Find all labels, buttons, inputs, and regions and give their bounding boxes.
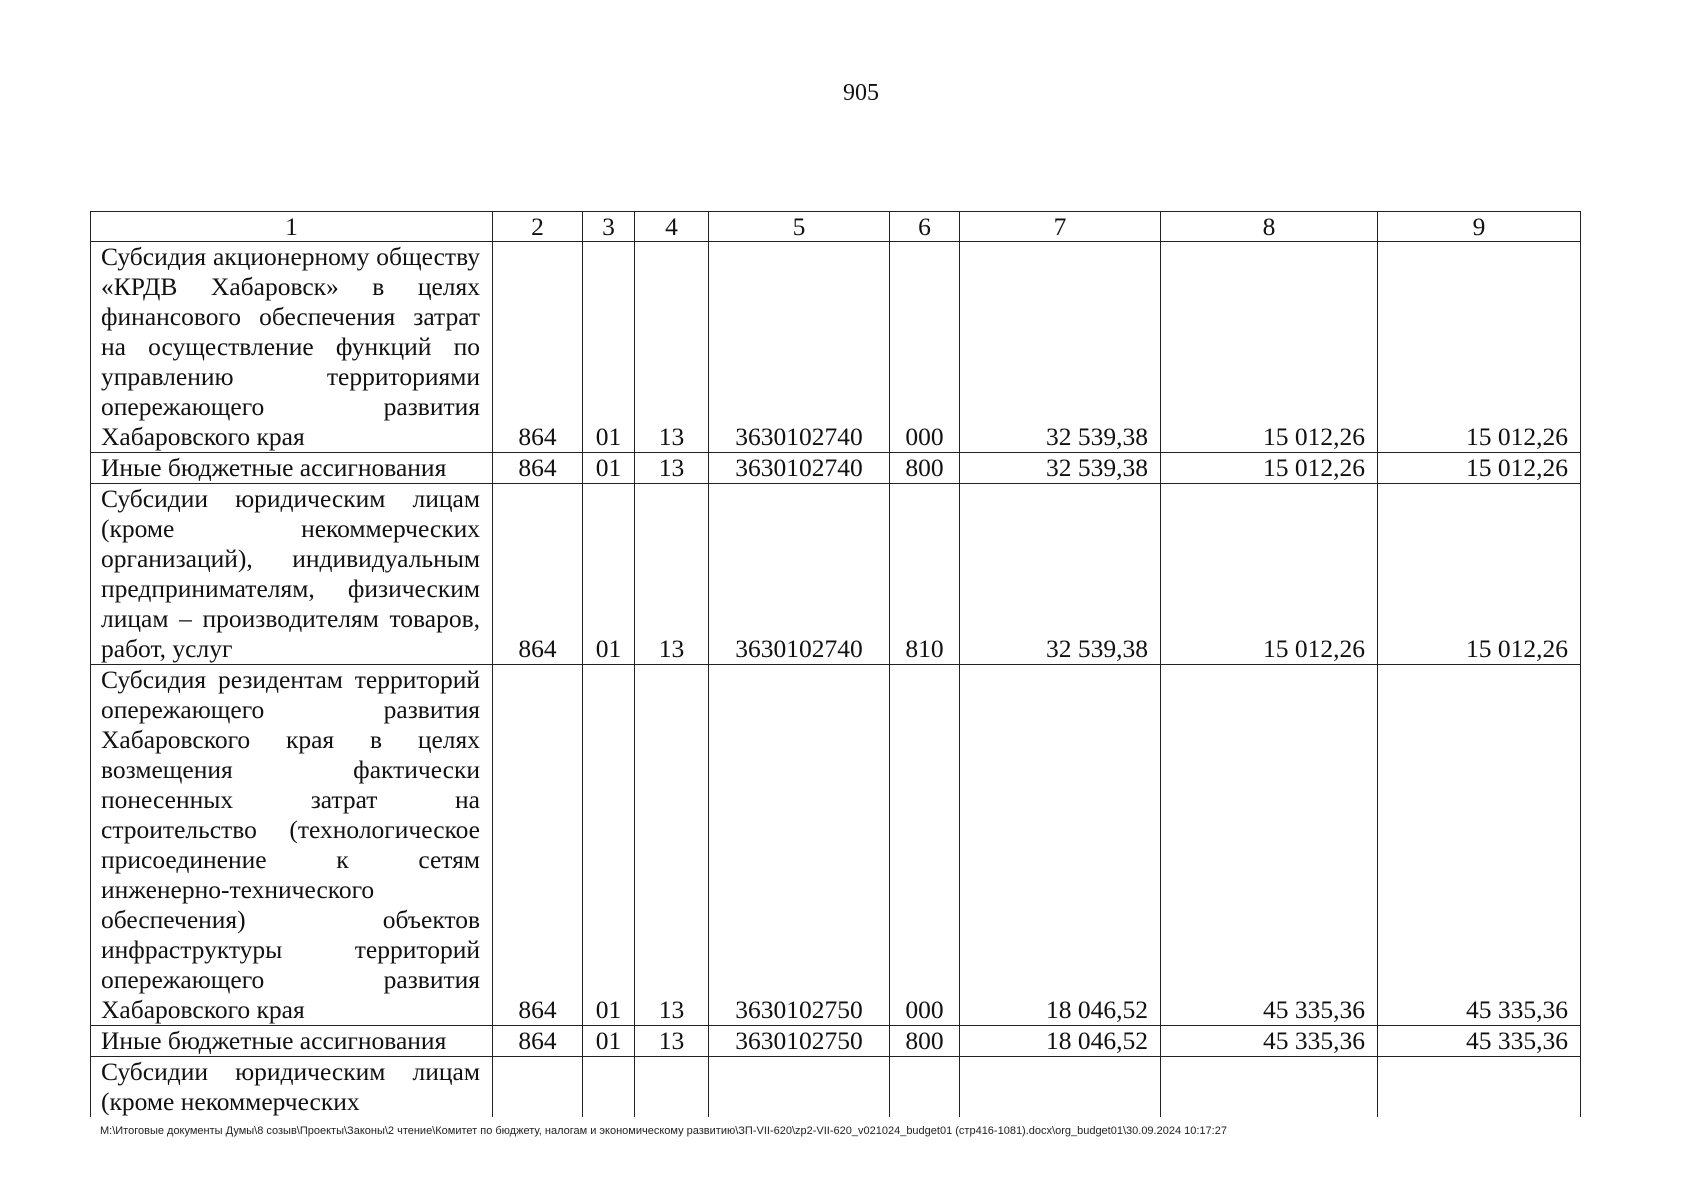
cell-section: 01 [583, 484, 635, 665]
cell-amount-col8: 45 335,36 [1161, 1026, 1378, 1057]
cell-admin-code: 864 [493, 484, 583, 665]
empty-cell [493, 1057, 583, 1118]
cell-target-article: 3630102750 [709, 1026, 890, 1057]
cell-expense-type: 800 [890, 1026, 960, 1057]
cell-target-article: 3630102740 [709, 242, 890, 453]
cell-subsection: 13 [635, 1026, 709, 1057]
cell-amount-col7: 32 539,38 [960, 242, 1161, 453]
table-row-partial [91, 1057, 1581, 1118]
empty-cell [1378, 1057, 1581, 1118]
cell-amount-col7: 32 539,38 [960, 453, 1161, 484]
cell-subsection: 13 [635, 665, 709, 1026]
row-description: Субсидии юридическим лицам (кроме некоммерческих [91, 1057, 493, 1118]
cell-admin-code: 864 [493, 453, 583, 484]
column-header: 7 [960, 212, 1161, 242]
cell-target-article: 3630102740 [709, 453, 890, 484]
row-description: Иные бюджетные ассигнования [91, 1026, 493, 1057]
cell-expense-type: 810 [890, 484, 960, 665]
column-header: 9 [1378, 212, 1581, 242]
empty-cell [1161, 1057, 1378, 1118]
page-number: 905 [843, 80, 879, 106]
budget-table [90, 211, 1581, 1117]
cell-amount-col8: 15 012,26 [1161, 484, 1378, 665]
row-description: Субсидия резидентам территорий опережающего развития Хабаровского края в целях возмещения фактически понесенных затрат на строительство (технологическое присоединение к сетям инженерно-технического обеспечения) объектов инфраструктуры территорий опережающего развития Хабаровского края [91, 665, 493, 1026]
cell-amount-col7: 18 046,52 [960, 665, 1161, 1026]
cell-admin-code: 864 [493, 1026, 583, 1057]
cell-target-article: 3630102750 [709, 665, 890, 1026]
cell-subsection: 13 [635, 484, 709, 665]
cell-expense-type: 800 [890, 453, 960, 484]
cell-amount-col9: 15 012,26 [1378, 242, 1581, 453]
column-header: 8 [1161, 212, 1378, 242]
empty-cell [890, 1057, 960, 1118]
cell-section: 01 [583, 453, 635, 484]
cell-amount-col9: 45 335,36 [1378, 665, 1581, 1026]
cell-admin-code: 864 [493, 665, 583, 1026]
cell-expense-type: 000 [890, 242, 960, 453]
row-description: Иные бюджетные ассигнования [91, 453, 493, 484]
cell-expense-type: 000 [890, 665, 960, 1026]
table-row [91, 242, 1581, 453]
cell-amount-col9: 15 012,26 [1378, 453, 1581, 484]
cell-target-article: 3630102740 [709, 484, 890, 665]
row-description: Субсидии юридическим лицам (кроме некоммерческих организаций), индивидуальным предпринимателям, физическим лицам – производителям товаров, работ, услуг [91, 484, 493, 665]
column-header: 3 [583, 212, 635, 242]
cell-section: 01 [583, 665, 635, 1026]
cell-amount-col8: 45 335,36 [1161, 665, 1378, 1026]
row-description: Субсидия акционерному обществу «КРДВ Хабаровск» в целях финансового обеспечения затрат на осуществление функций по управлению территориями опережающего развития Хабаровского края [91, 242, 493, 453]
column-header: 6 [890, 212, 960, 242]
table-row [91, 453, 1581, 484]
cell-amount-col9: 45 335,36 [1378, 1026, 1581, 1057]
cell-amount-col7: 32 539,38 [960, 484, 1161, 665]
cell-amount-col8: 15 012,26 [1161, 242, 1378, 453]
cell-subsection: 13 [635, 242, 709, 453]
cell-section: 01 [583, 242, 635, 453]
empty-cell [709, 1057, 890, 1118]
empty-cell [635, 1057, 709, 1118]
column-header: 5 [709, 212, 890, 242]
empty-cell [583, 1057, 635, 1118]
cell-amount-col7: 18 046,52 [960, 1026, 1161, 1057]
table-row [91, 484, 1581, 665]
column-header: 2 [493, 212, 583, 242]
table-row [91, 1026, 1581, 1057]
column-header: 1 [91, 212, 493, 242]
cell-amount-col8: 15 012,26 [1161, 453, 1378, 484]
table-row [91, 665, 1581, 1026]
cell-amount-col9: 15 012,26 [1378, 484, 1581, 665]
cell-section: 01 [583, 1026, 635, 1057]
empty-cell [960, 1057, 1161, 1118]
cell-subsection: 13 [635, 453, 709, 484]
column-header: 4 [635, 212, 709, 242]
table-header-row [91, 212, 1581, 242]
cell-admin-code: 864 [493, 242, 583, 453]
document-file-path: M:\Итоговые документы Думы\8 созыв\Проекты\Законы\2 чтение\Комитет по бюджету, налогам и экономическому развитию\ЗП-VII-620\zp2-VII-620_v021024_budget01 (стр416-1081).docx\org_budget01\30.09.2024 10:17:27 [100, 1125, 1227, 1137]
